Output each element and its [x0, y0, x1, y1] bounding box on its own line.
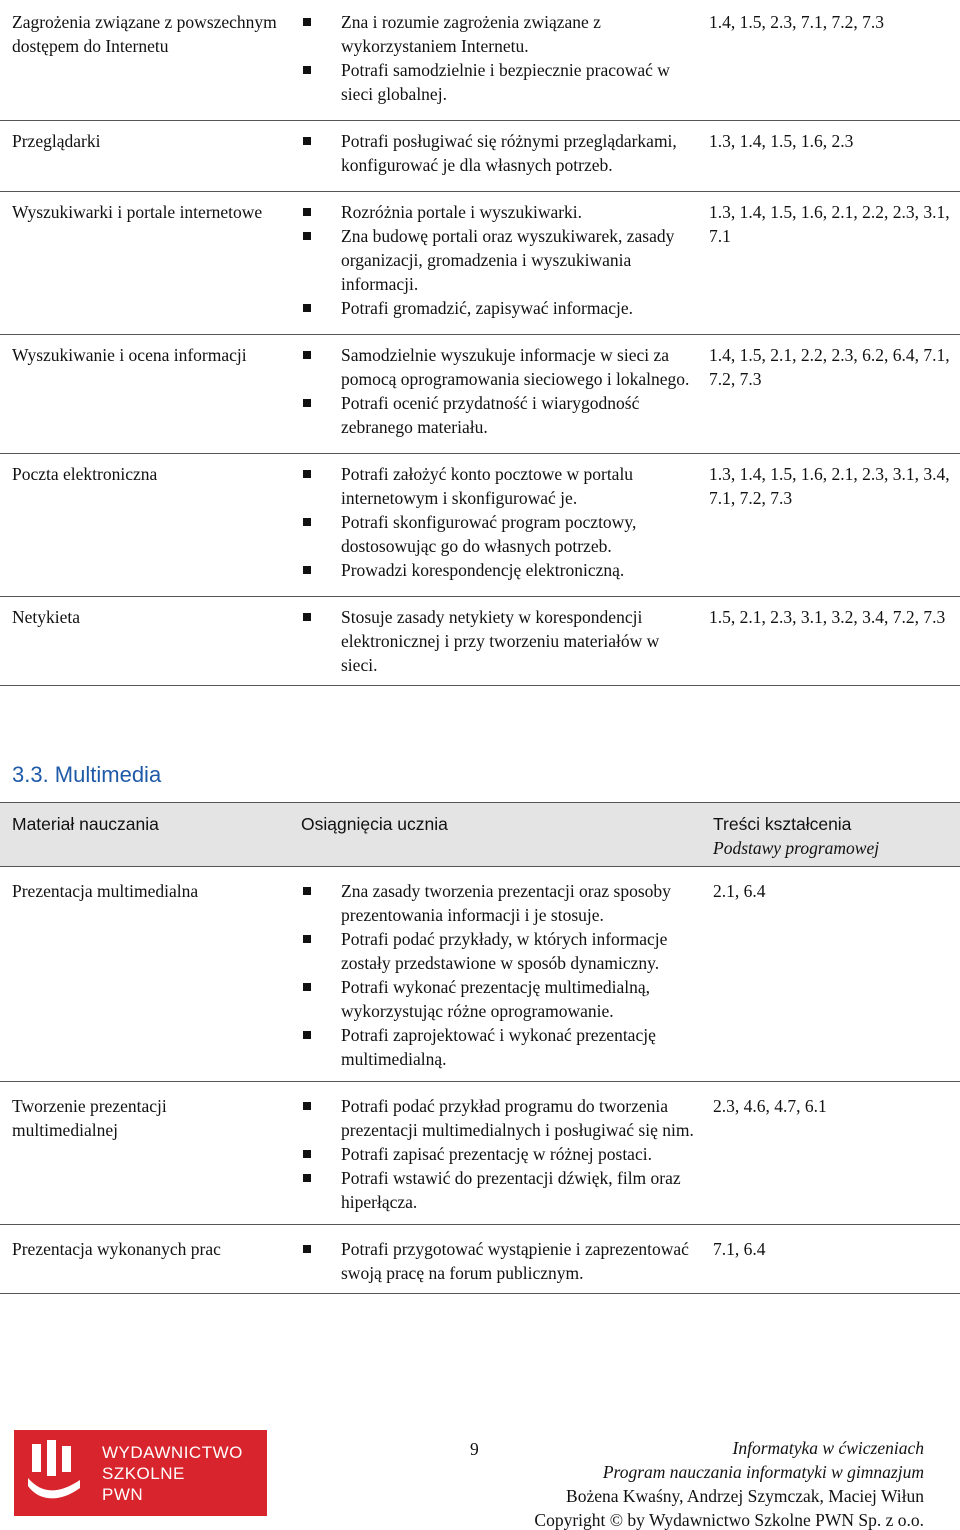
refs-cell: 1.4, 1.5, 2.3, 7.1, 7.2, 7.3 [709, 12, 884, 32]
copyright: Copyright © by Wydawnictwo Szkolne PWN Sp. z o.o. [534, 1510, 924, 1530]
list-item: Potrafi podać przykłady, w których informacje zostały przedstawione w sposób dynamiczny. [297, 927, 697, 975]
list-item: Potrafi samodzielnie i bezpiecznie pracować w sieci globalnej. [297, 58, 697, 106]
refs-cell: 7.1, 6.4 [701, 1225, 960, 1294]
header-refs-title: Treści kształcenia [713, 814, 852, 834]
header-topic: Materiał nauczania [0, 803, 283, 867]
achievements-cell [283, 192, 701, 335]
table-row [0, 867, 960, 1082]
table-row [0, 0, 960, 121]
topic-cell: Tworzenie prezentacji multimedialnej [0, 1082, 283, 1225]
list-item: Rozróżnia portale i wyszukiwarki. [297, 200, 697, 224]
publisher-logo [14, 1430, 267, 1516]
list-item: Potrafi podać przykład programu do tworzenia prezentacji multimedialnych i posługiwać się nim. [297, 1094, 697, 1142]
table-row [0, 454, 960, 597]
list-item: Potrafi założyć konto pocztowe w portalu internetowym i skonfigurować je. [297, 462, 697, 510]
list-item: Potrafi wstawić do prezentacji dźwięk, film oraz hiperłącza. [297, 1166, 697, 1214]
book-title: Informatyka w ćwiczeniach [732, 1438, 924, 1458]
topic-cell: Poczta elektroniczna [0, 454, 283, 597]
topic-cell: Prezentacja multimedialna [12, 881, 199, 901]
table-row [0, 1082, 960, 1225]
topic-cell: Prezentacja wykonanych prac [0, 1225, 283, 1294]
list-item: Stosuje zasady netykiety w korespondencji elektronicznej i przy tworzeniu materiałów w sieci. [297, 605, 697, 677]
topic-cell: Przeglądarki [0, 121, 283, 192]
achievements-cell [283, 597, 701, 686]
table-row [0, 1225, 960, 1294]
table-row [0, 597, 960, 686]
section-title: 3.3. Multimedia [12, 762, 162, 787]
list-item: Potrafi skonfigurować program pocztowy, dostosowując go do własnych potrzeb. [297, 510, 697, 558]
achievements-cell [283, 0, 701, 121]
header-refs-subtitle: Podstawy programowej [713, 838, 880, 858]
table-row [0, 192, 960, 335]
list-item: Zna i rozumie zagrożenia związane z wykorzystaniem Internetu. [297, 10, 697, 58]
topic-cell: Netykieta [0, 597, 283, 686]
page-footer [0, 1410, 960, 1530]
header-achievements: Osiągnięcia ucznia [283, 803, 701, 867]
list-item: Potrafi ocenić przydatność i wiarygodność zebranego materiału. [297, 391, 697, 439]
topic-cell: Zagrożenia związane z powszechnym dostępem do Internetu [12, 12, 277, 56]
achievements-cell [283, 454, 701, 597]
topic-cell: Wyszukiwarki i portale internetowe [0, 192, 283, 335]
page-number: 9 [470, 1439, 479, 1459]
refs-cell: 1.5, 2.1, 2.3, 3.1, 3.2, 3.4, 7.2, 7.3 [701, 597, 960, 686]
publisher-logo-text: WYDAWNICTWO SZKOLNE PWN [102, 1443, 243, 1504]
table-row [0, 121, 960, 192]
list-item: Potrafi zapisać prezentację w różnej postaci. [297, 1142, 697, 1166]
refs-cell: 1.3, 1.4, 1.5, 1.6, 2.1, 2.3, 3.1, 3.4, 7.1, 7.2, 7.3 [701, 454, 960, 597]
header-refs [701, 803, 960, 867]
program-title: Program nauczania informatyki w gimnazjum [602, 1462, 924, 1482]
refs-cell: 2.1, 6.4 [713, 881, 766, 901]
list-item: Zna zasady tworzenia prezentacji oraz sposoby prezentowania informacji i je stosuje. [297, 879, 697, 927]
topic-cell: Wyszukiwanie i ocena informacji [0, 335, 283, 454]
list-item: Potrafi zaprojektować i wykonać prezentację multimedialną. [297, 1023, 697, 1071]
achievements-cell [283, 867, 701, 1082]
refs-cell: 1.4, 1.5, 2.1, 2.2, 2.3, 6.2, 6.4, 7.1, 7.2, 7.3 [701, 335, 960, 454]
refs-cell: 2.3, 4.6, 4.7, 6.1 [701, 1082, 960, 1225]
list-item: Potrafi wykonać prezentację multimedialną, wykorzystując różne oprogramowanie. [297, 975, 697, 1023]
achievements-cell [283, 1225, 701, 1294]
list-item: Potrafi przygotować wystąpienie i zaprezentować swoją pracę na forum publicznym. [297, 1237, 697, 1285]
curriculum-table-multimedia [0, 802, 960, 1294]
achievements-cell [283, 335, 701, 454]
list-item: Zna budowę portali oraz wyszukiwarek, zasady organizacji, gromadzenia i wyszukiwania informacji. [297, 224, 697, 296]
curriculum-table-internet [0, 0, 960, 686]
list-item: Samodzielnie wyszukuje informacje w sieci za pomocą oprogramowania sieciowego i lokalnego. [297, 343, 697, 391]
table-row [0, 335, 960, 454]
list-item: Potrafi gromadzić, zapisywać informacje. [297, 296, 697, 320]
publisher-emblem-icon [26, 1440, 82, 1506]
refs-cell: 1.3, 1.4, 1.5, 1.6, 2.3 [701, 121, 960, 192]
achievements-cell [283, 121, 701, 192]
table-header-row [0, 803, 960, 867]
achievements-cell [283, 1082, 701, 1225]
list-item: Potrafi posługiwać się różnymi przeglądarkami, konfigurować je dla własnych potrzeb. [297, 129, 697, 177]
list-item: Prowadzi korespondencję elektroniczną. [297, 558, 697, 582]
authors: Bożena Kwaśny, Andrzej Szymczak, Maciej Wiłun [566, 1486, 924, 1506]
refs-cell: 1.3, 1.4, 1.5, 1.6, 2.1, 2.2, 2.3, 3.1, 7.1 [701, 192, 960, 335]
